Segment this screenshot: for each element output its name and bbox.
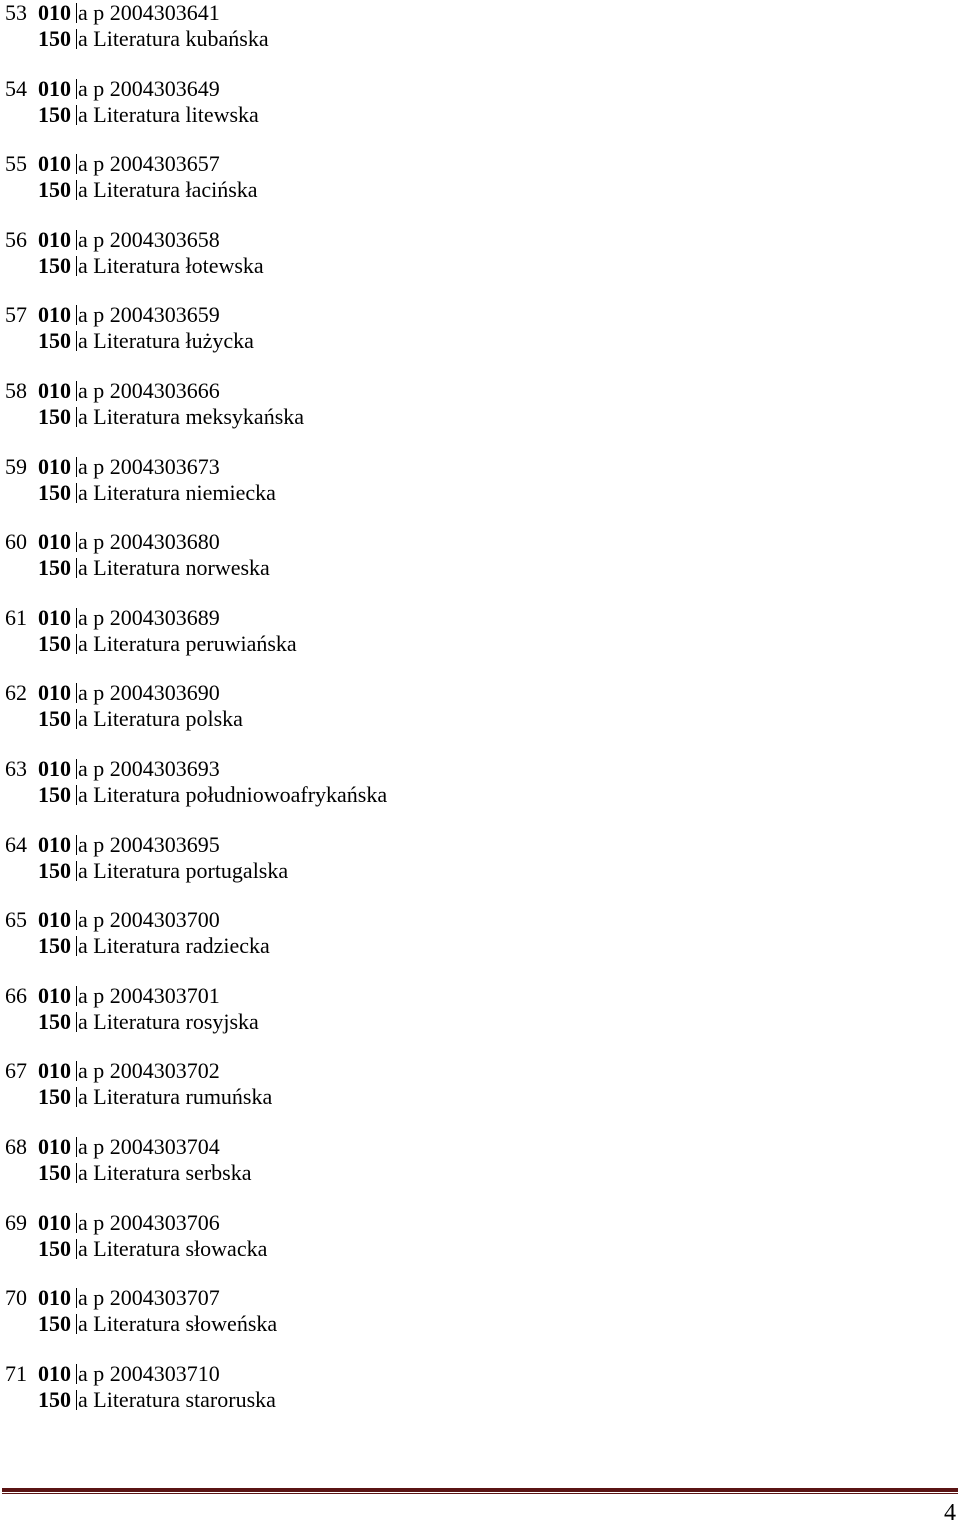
field-value-150: a Literatura słoweńska — [78, 1311, 278, 1337]
record-entry — [0, 907, 900, 959]
field-tag-010: 010 — [38, 1209, 71, 1235]
page-number: 4 — [944, 1500, 956, 1526]
record-line-010 — [5, 756, 220, 782]
field-tag-010: 010 — [38, 378, 71, 403]
record-number: 71 — [5, 1360, 27, 1386]
subfield-delimiter — [76, 709, 77, 729]
field-tag-150: 150 — [38, 404, 71, 429]
field-tag-010: 010 — [38, 1360, 71, 1386]
record-line-150 — [38, 328, 254, 354]
field-tag-150: 150 — [38, 1386, 71, 1412]
record-line-150 — [38, 1084, 272, 1110]
field-value-010: a p 2004303704 — [78, 1134, 220, 1159]
subfield-delimiter — [76, 1137, 77, 1157]
field-tag-010: 010 — [38, 0, 71, 25]
subfield-delimiter — [76, 1213, 77, 1233]
field-tag-150: 150 — [38, 630, 71, 656]
subfield-delimiter — [76, 835, 77, 855]
field-tag-150: 150 — [38, 177, 71, 203]
record-entry — [0, 378, 900, 430]
subfield-delimiter — [76, 1087, 77, 1107]
record-line-010 — [5, 680, 220, 706]
subfield-delimiter — [76, 936, 77, 956]
subfield-delimiter — [76, 608, 77, 628]
field-tag-010: 010 — [38, 756, 71, 781]
record-number: 59 — [5, 453, 27, 479]
record-line-150 — [38, 782, 387, 808]
field-tag-150: 150 — [38, 1235, 71, 1261]
record-number: 63 — [5, 756, 27, 781]
record-line-010 — [5, 1058, 220, 1084]
field-tag-150: 150 — [38, 857, 71, 883]
record-line-010 — [5, 151, 220, 177]
field-value-010: a p 2004303706 — [78, 1209, 220, 1235]
record-line-150 — [38, 1009, 259, 1035]
subfield-delimiter — [76, 154, 77, 174]
subfield-delimiter — [76, 1239, 77, 1259]
field-value-010: a p 2004303710 — [78, 1360, 220, 1386]
record-number: 64 — [5, 831, 27, 857]
subfield-delimiter — [76, 1061, 77, 1081]
field-value-010: a p 2004303657 — [78, 151, 220, 177]
field-tag-010: 010 — [38, 151, 71, 177]
record-entry — [0, 1361, 900, 1413]
subfield-delimiter — [76, 3, 77, 23]
field-value-150: a Literatura polska — [78, 706, 243, 732]
field-tag-150: 150 — [38, 782, 71, 807]
subfield-delimiter — [76, 331, 77, 351]
subfield-delimiter — [76, 861, 77, 881]
record-number: 67 — [5, 1058, 27, 1084]
field-value-010: a p 2004303690 — [78, 680, 220, 706]
record-line-150 — [38, 1160, 251, 1186]
field-tag-150: 150 — [38, 1311, 71, 1337]
field-tag-150: 150 — [38, 26, 71, 51]
record-number: 68 — [5, 1134, 27, 1159]
record-number: 55 — [5, 151, 27, 177]
field-tag-010: 010 — [38, 831, 71, 857]
record-line-150 — [38, 1387, 276, 1413]
record-line-010 — [5, 378, 220, 404]
record-line-010 — [5, 1134, 220, 1160]
record-entry — [0, 302, 900, 354]
subfield-delimiter — [76, 634, 77, 654]
footer-rule-thin — [2, 1493, 958, 1494]
subfield-delimiter — [76, 558, 77, 578]
subfield-delimiter — [76, 785, 77, 805]
field-tag-010: 010 — [38, 302, 71, 328]
field-value-010: a p 2004303689 — [78, 604, 220, 630]
field-value-010: a p 2004303701 — [78, 982, 220, 1008]
record-line-150 — [38, 26, 269, 52]
subfield-delimiter — [76, 483, 77, 503]
record-number: 54 — [5, 75, 27, 101]
field-value-010: a p 2004303707 — [78, 1285, 220, 1311]
record-line-150 — [38, 1236, 267, 1262]
record-line-010 — [5, 0, 220, 26]
field-tag-010: 010 — [38, 1134, 71, 1159]
record-number: 62 — [5, 680, 27, 706]
subfield-delimiter — [76, 1390, 77, 1410]
field-tag-150: 150 — [38, 252, 71, 278]
field-value-010: a p 2004303700 — [78, 907, 220, 933]
subfield-delimiter — [76, 1163, 77, 1183]
field-tag-150: 150 — [38, 328, 71, 354]
subfield-delimiter — [76, 1314, 77, 1334]
footer-rule — [2, 1488, 958, 1492]
field-value-010: a p 2004303673 — [78, 453, 220, 479]
record-number: 70 — [5, 1285, 27, 1311]
field-value-150: a Literatura meksykańska — [78, 404, 305, 429]
record-line-150 — [38, 177, 258, 203]
record-line-010 — [5, 983, 220, 1009]
subfield-delimiter — [76, 79, 77, 99]
field-tag-150: 150 — [38, 1008, 71, 1034]
field-tag-010: 010 — [38, 1285, 71, 1311]
subfield-delimiter — [76, 105, 77, 125]
record-entry — [0, 756, 900, 808]
field-tag-150: 150 — [38, 101, 71, 127]
field-tag-010: 010 — [38, 680, 71, 706]
field-value-010: a p 2004303695 — [78, 831, 220, 857]
record-number: 58 — [5, 378, 27, 403]
subfield-delimiter — [76, 1288, 77, 1308]
record-entry — [0, 832, 900, 884]
field-value-150: a Literatura peruwiańska — [78, 630, 297, 656]
record-entry — [0, 76, 900, 128]
subfield-delimiter — [76, 457, 77, 477]
field-tag-010: 010 — [38, 907, 71, 933]
record-entry — [0, 605, 900, 657]
record-entry — [0, 1210, 900, 1262]
record-line-010 — [5, 76, 220, 102]
record-line-150 — [38, 631, 297, 657]
record-number: 65 — [5, 907, 27, 933]
subfield-delimiter — [76, 381, 77, 401]
record-line-150 — [38, 480, 276, 506]
record-line-150 — [38, 933, 270, 959]
record-line-150 — [38, 102, 259, 128]
subfield-delimiter — [76, 180, 77, 200]
field-tag-150: 150 — [38, 1084, 71, 1110]
field-tag-150: 150 — [38, 933, 71, 959]
record-line-010 — [5, 1210, 220, 1236]
field-value-150: a Literatura słowacka — [78, 1235, 268, 1261]
record-number: 60 — [5, 529, 27, 555]
record-line-150 — [38, 555, 270, 581]
record-line-010 — [5, 907, 220, 933]
record-entry — [0, 227, 900, 279]
field-tag-150: 150 — [38, 1160, 71, 1185]
subfield-delimiter — [76, 1364, 77, 1384]
record-line-010 — [5, 302, 220, 328]
field-value-010: a p 2004303649 — [78, 75, 220, 101]
record-number: 57 — [5, 302, 27, 328]
subfield-delimiter — [76, 407, 77, 427]
record-entry — [0, 1134, 900, 1186]
record-entry — [0, 983, 900, 1035]
field-tag-010: 010 — [38, 226, 71, 252]
field-value-010: a p 2004303666 — [78, 378, 220, 403]
field-value-010: a p 2004303641 — [78, 0, 220, 25]
record-line-150 — [38, 858, 288, 884]
field-tag-150: 150 — [38, 555, 71, 581]
field-value-150: a Literatura rumuńska — [78, 1084, 273, 1110]
field-value-150: a Literatura norweska — [78, 555, 270, 581]
subfield-delimiter — [76, 910, 77, 930]
field-value-150: a Literatura łotewska — [78, 252, 264, 278]
record-number: 53 — [5, 0, 27, 25]
field-value-150: a Literatura staroruska — [78, 1386, 276, 1412]
record-line-150 — [38, 404, 304, 430]
subfield-delimiter — [76, 1012, 77, 1032]
record-line-010 — [5, 529, 220, 555]
record-line-010 — [5, 832, 220, 858]
record-entry — [0, 151, 900, 203]
field-value-150: a Literatura południowoafrykańska — [78, 782, 388, 807]
field-value-150: a Literatura łacińska — [78, 177, 258, 203]
field-value-150: a Literatura niemiecka — [78, 479, 276, 505]
record-entry — [0, 1058, 900, 1110]
subfield-delimiter — [76, 986, 77, 1006]
field-value-150: a Literatura serbska — [78, 1160, 252, 1185]
record-line-150 — [38, 706, 243, 732]
record-entry — [0, 529, 900, 581]
record-number: 61 — [5, 604, 27, 630]
record-entry — [0, 454, 900, 506]
subfield-delimiter — [76, 256, 77, 276]
record-line-010 — [5, 605, 220, 631]
field-value-010: a p 2004303702 — [78, 1058, 220, 1084]
subfield-delimiter — [76, 305, 77, 325]
subfield-delimiter — [76, 230, 77, 250]
record-line-010 — [5, 1285, 220, 1311]
field-tag-010: 010 — [38, 1058, 71, 1084]
subfield-delimiter — [76, 683, 77, 703]
record-number: 69 — [5, 1209, 27, 1235]
record-line-010 — [5, 1361, 220, 1387]
field-tag-010: 010 — [38, 529, 71, 555]
subfield-delimiter — [76, 29, 77, 49]
field-value-010: a p 2004303693 — [78, 756, 220, 781]
subfield-delimiter — [76, 532, 77, 552]
record-entry — [0, 680, 900, 732]
record-line-150 — [38, 1311, 277, 1337]
field-value-010: a p 2004303659 — [78, 302, 220, 328]
field-tag-010: 010 — [38, 604, 71, 630]
field-value-010: a p 2004303680 — [78, 529, 220, 555]
record-number: 56 — [5, 226, 27, 252]
field-value-150: a Literatura kubańska — [78, 26, 269, 51]
record-line-010 — [5, 227, 220, 253]
field-value-150: a Literatura litewska — [78, 101, 259, 127]
field-value-150: a Literatura radziecka — [78, 933, 270, 959]
field-tag-010: 010 — [38, 982, 71, 1008]
subfield-delimiter — [76, 759, 77, 779]
field-value-150: a Literatura portugalska — [78, 857, 289, 883]
record-number: 66 — [5, 982, 27, 1008]
field-value-150: a Literatura rosyjska — [78, 1008, 259, 1034]
field-tag-010: 010 — [38, 75, 71, 101]
record-entry — [0, 1285, 900, 1337]
field-tag-150: 150 — [38, 706, 71, 732]
record-line-150 — [38, 253, 264, 279]
field-tag-010: 010 — [38, 453, 71, 479]
field-tag-150: 150 — [38, 479, 71, 505]
record-entry — [0, 0, 900, 52]
record-line-010 — [5, 454, 220, 480]
field-value-150: a Literatura łużycka — [78, 328, 254, 354]
field-value-010: a p 2004303658 — [78, 226, 220, 252]
